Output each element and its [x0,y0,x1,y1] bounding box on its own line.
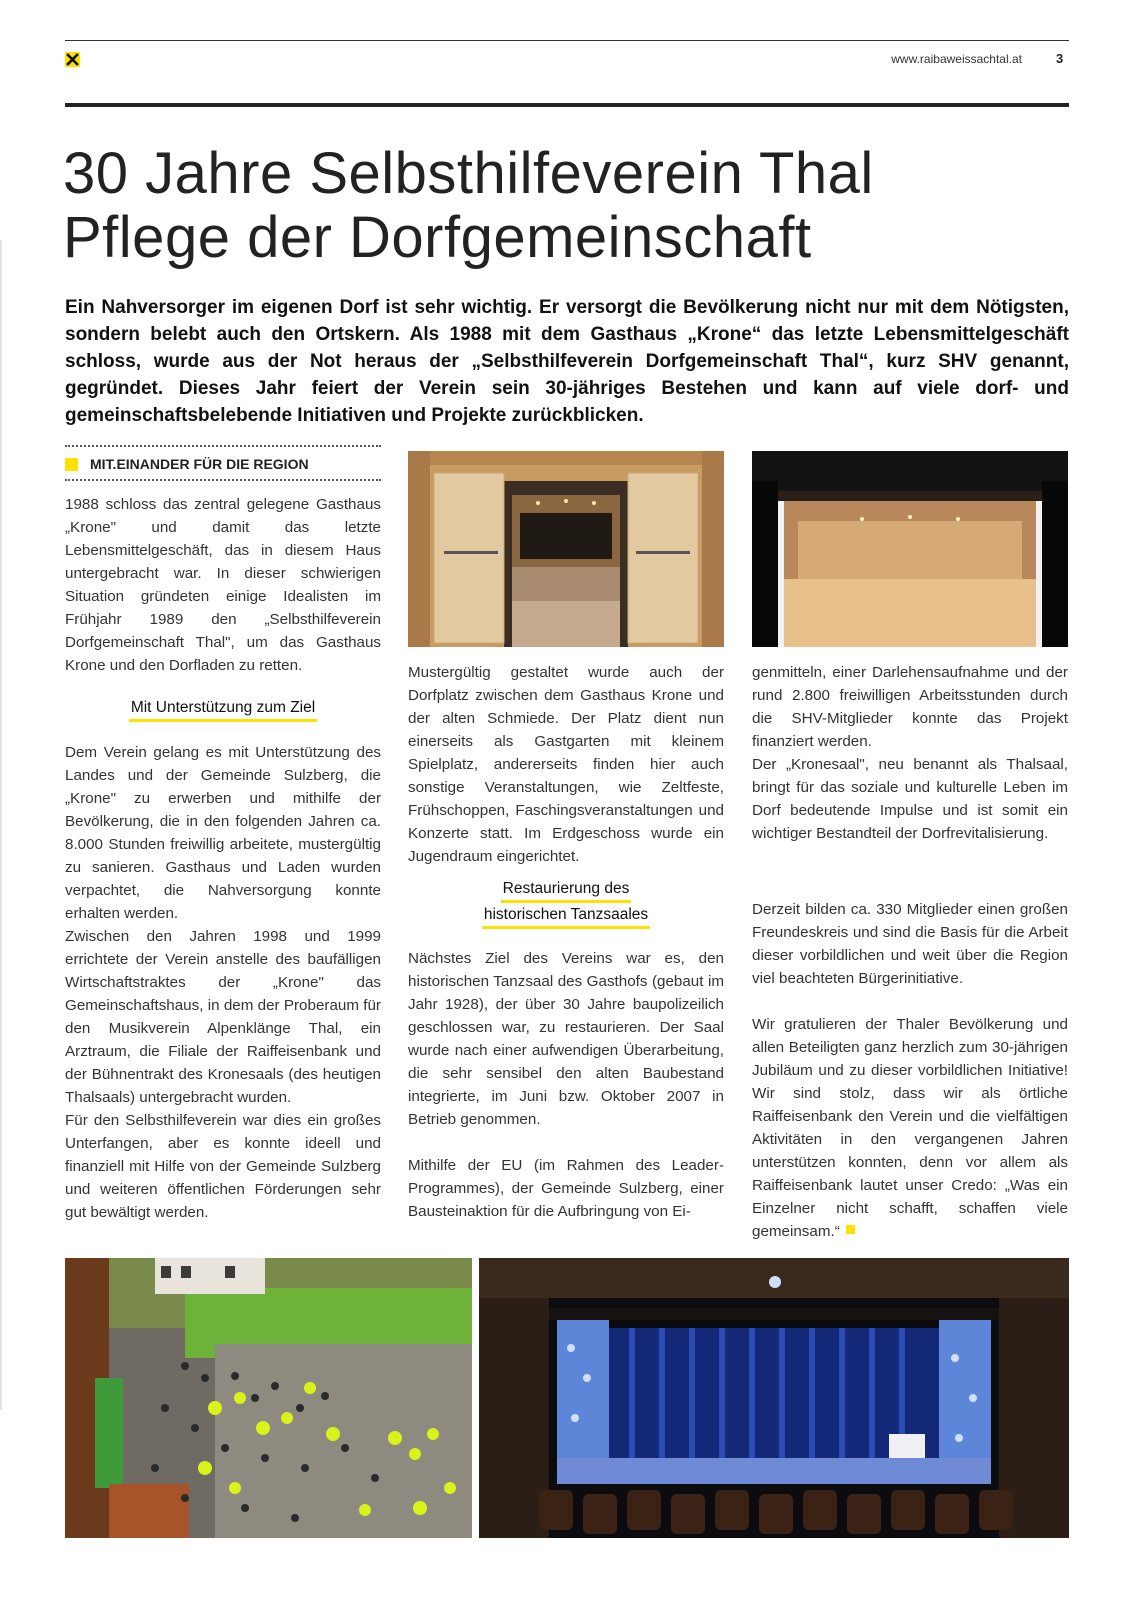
paragraph: Wir gratulieren der Thaler Bevölkerung und allen Beteiligten ganz herzlich zum 30-jährigen Jubiläum und zu dieser vorbildlichen Initiative! Wir sind stolz, dass wir als örtliche Raiffeisenbank den Verein und die vielfältigen Aktivitäten in den vergangenen Jahren unterstützen konnten, denn vor allem als Raiffeisenbank lautet unser Credo: „Was ein Einzelner nicht schafft, schaffen viele gemeinsam.“ [752,1016,1068,1240]
column-3-intro [752,661,1068,845]
title-line-2: Pflege der Dorfgemeinschaft [63,205,812,270]
column-3-members [752,898,1068,990]
paragraph: Derzeit bilden ca. 330 Mitglieder einen großen Freundeskreis und sind die Basis für die Arbeit dieser vorbildlichen und weit über die Region viel beachteten Bürgerinitiative. [752,901,1068,987]
column-2-intro [408,661,724,868]
column-1-body [65,741,381,1224]
column-1-intro [65,493,381,677]
article-lead: Ein Nahversorger im eigenen Dorf ist sehr wichtig. Er versorgt die Bevölkerung nicht nur mit dem Nötigsten, sondern belebt auch den Ortskern. Als 1988 mit dem Gasthaus „Krone“ das letzte Lebensmittelgeschäft schloss, wurde aus der Not heraus der „Selbsthilfeverein Dorfgemeinschaft Thal“, kurz SHV genannt, gegründet. Dieses Jahr feiert der Verein sein 30-jähriges Bestehen und kann auf viele dorf- und gemeinschaftsbelebende Initiativen und Projekte zurückblicken. [65,297,1069,426]
column-3-closing [752,1013,1068,1243]
title-line-1: 30 Jahre Selbsthilfeverein Thal [63,141,874,206]
title-rule [65,103,1069,107]
photo-hall-interior [752,451,1068,647]
section-divider-top [65,445,381,447]
paragraph: 1988 schloss das zentral gelegene Gasthaus „Krone" und damit das letzte Lebensmittelgeschäft, das in diesem Haus untergebracht war. In dieser schwierigen Situation gründeten einige Idealisten im Frühjahr 1989 den „Selbsthilfeverein Dorfgemeinschaft Thal", um das Gasthaus Krone und den Dorfladen zu retten. [65,496,381,674]
raiffeisen-logo-icon [65,52,80,67]
section-divider-bottom [65,479,381,481]
page-edge-shadow [0,240,2,1410]
paragraph: Mustergültig gestaltet wurde auch der Dorfplatz zwischen dem Gasthaus Krone und der alten Schmiede. Der Platz dient nun einerseits als Gastgarten mit kleinem Spielplatz, andererseits finden hier auch sonstige Veranstaltungen, wie Zeltfeste, Frühschoppen, Faschingsveranstaltungen und Konzerte statt. Im Erdgeschoss wurde ein Jugendraum eingerichtet. [408,664,724,865]
paragraph: Nächstes Ziel des Vereins war es, den historischen Tanzsaal des Gasthofs (gebaut im Jahr 1928), der über 30 Jahre baupolizeilich geschlossen war, zu restaurieren. Der Saal wurde nach einer aufwendigen Überarbeitung, die sehr sensibel den alten Baubestand integrierte, im Juni bzw. Oktober 2007 in Betrieb genommen. [408,950,724,1128]
end-of-article-icon [846,1225,855,1234]
subheading-support: Mit Unterstützung zum Ziel [65,696,381,722]
photo-stage-concert [479,1258,1069,1538]
paragraph: Mithilfe der EU (im Rahmen des Leader-Programmes), der Gemeinde Sulzberg, einer Bausteinaktion für die Aufbringung von Ei- [408,1157,724,1220]
paragraph: Für den Selbsthilfeverein war dies ein großes Unterfangen, aber es konnte ideell und finanziell mit Hilfe von der Gemeinde Sulzberg und weiteren öffentlichen Förderungen sehr gut bewältigt werden. [65,1112,381,1221]
column-2-body [408,947,724,1223]
article-title [63,142,1063,270]
photo-village-celebration [65,1258,472,1538]
section-label [65,456,381,476]
photo-hall-doors [408,451,724,647]
section-label-text: MIT.EINANDER FÜR DIE REGION [90,456,309,472]
website-url: www.raibaweissachtal.at [891,52,1022,66]
section-marker-icon [65,458,78,471]
paragraph: Der „Kronesaal", neu benannt als Thalsaal, bringt für das soziale und kulturelle Leben im Dorf bedeutende Impulse und ist somit ein wichtiger Bestandteil der Dorfrevitalisierung. [752,756,1068,842]
paragraph: Dem Verein gelang es mit Unterstützung des Landes und der Gemeinde Sulzberg, die „Krone" zu erwerben und mithilfe der Bevölkerung, die in den folgenden Jahren ca. 8.000 Stunden freiwillig arbeitete, mustergültig zu sanieren. Gasthaus und Laden wurden verpachtet, die Nahversorgung konnte erhalten werden. [65,744,381,922]
header-rule [65,40,1069,41]
paragraph: genmitteln, einer Darlehensaufnahme und der rund 2.800 freiwilligen Arbeitsstunden durch die SHV-Mitglieder konnte das Projekt finanziert werden. [752,664,1068,750]
paragraph: Zwischen den Jahren 1998 und 1999 errichtete der Verein anstelle des baufälligen Wirtschaftstraktes der „Krone" das Gemeinschaftshaus, in dem der Proberaum für den Musikverein Alpenklänge Thal, ein Arztraum, die Filiale der Raiffeisenbank und der Bühnentrakt des Kronesaals (des heutigen Thalsaals) untergebracht wurden. [65,928,381,1106]
page-number: 3 [1056,51,1064,66]
subheading-restoration: Restaurierung des historischen Tanzsaales [408,877,724,929]
